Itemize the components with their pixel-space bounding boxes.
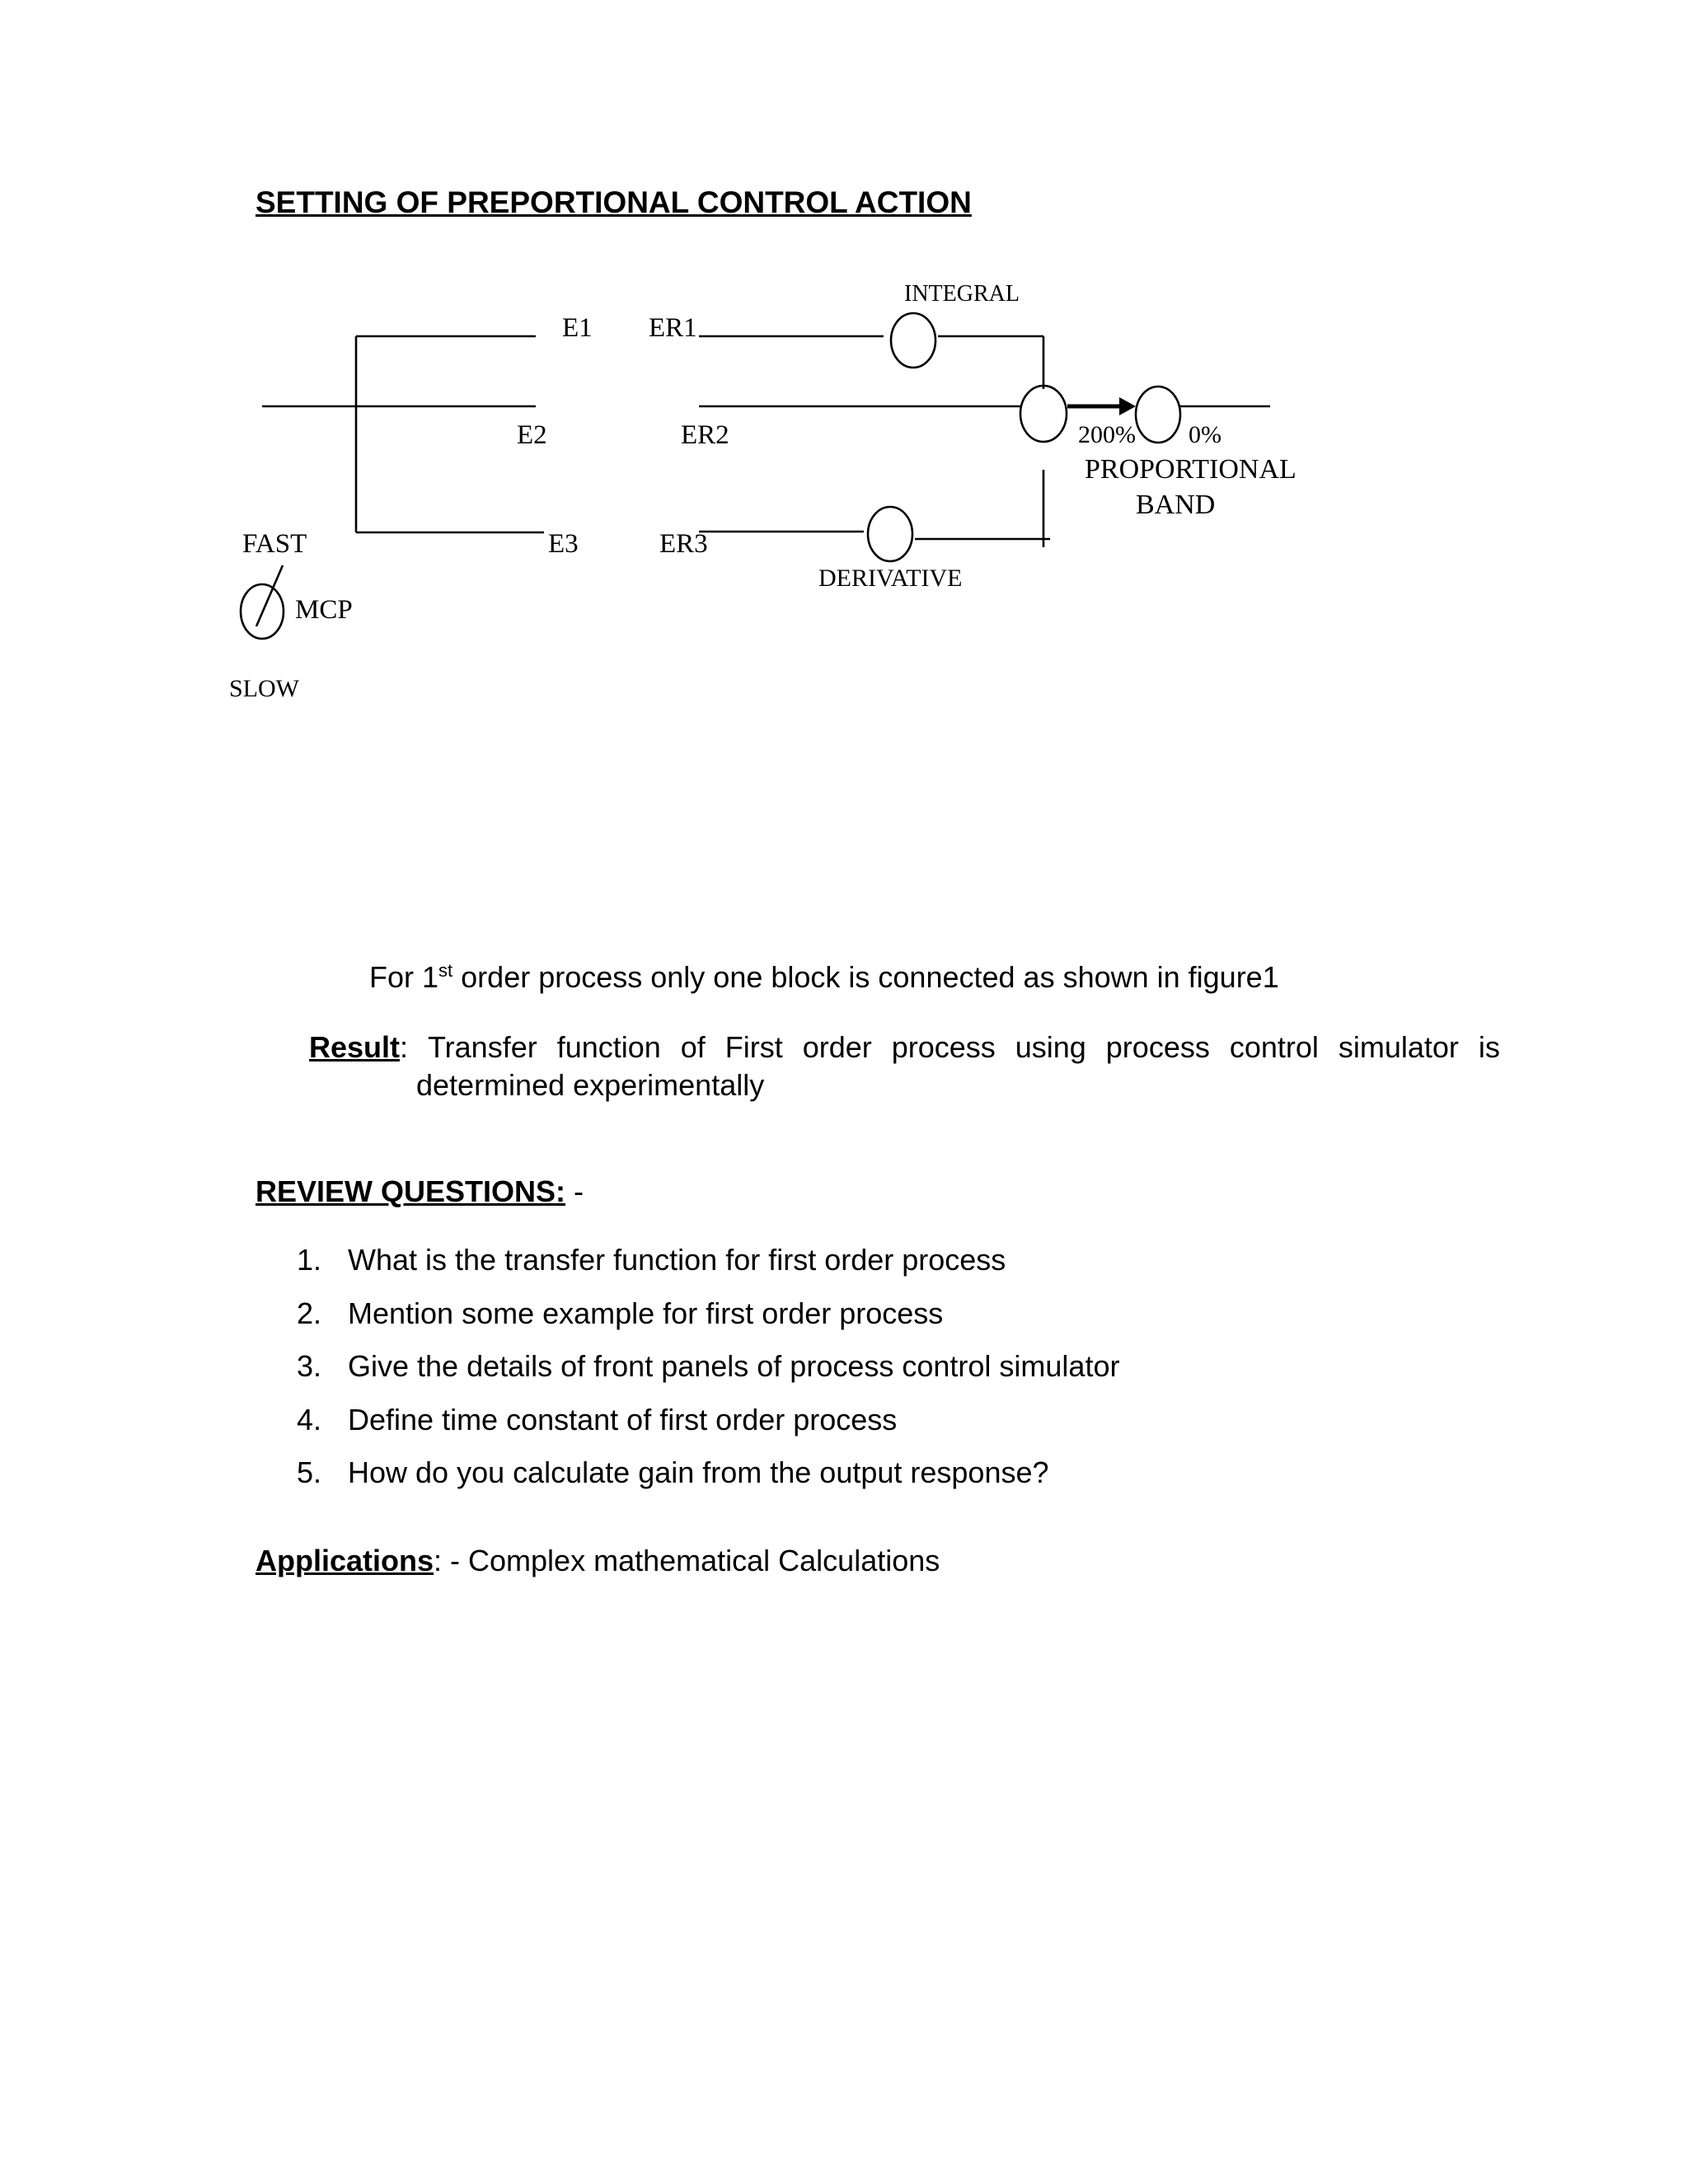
question-number: 3. <box>297 1349 322 1383</box>
label-pb-max: 200% <box>1078 421 1136 448</box>
label-pb-min: 0% <box>1189 421 1221 448</box>
result-word: process <box>891 1030 996 1064</box>
label-derivative: DERIVATIVE <box>818 565 963 592</box>
arrow-head <box>1119 397 1136 415</box>
applications-line <box>256 1544 940 1578</box>
result-word: function <box>556 1030 661 1064</box>
result-line-2: determined experimentally <box>416 1068 765 1102</box>
proportional-band-knob <box>1136 387 1180 443</box>
label-er2: ER2 <box>681 420 729 450</box>
review-heading: REVIEW QUESTIONS: <box>256 1174 566 1208</box>
label-fast: FAST <box>242 529 307 559</box>
question-text: Define time constant of first order process <box>348 1402 898 1436</box>
page-heading: SETTING OF PREPORTIONAL CONTROL ACTION <box>256 185 972 219</box>
label-mcp: MCP <box>295 595 353 625</box>
question-text: Give the details of front panels of process control simulator <box>348 1349 1120 1383</box>
question-text: Mention some example for first order process <box>348 1296 944 1330</box>
result-word: is <box>1478 1030 1500 1064</box>
label-band: BAND <box>1136 490 1216 520</box>
result-line-1 <box>309 1030 1500 1065</box>
note-superscript: st <box>438 960 453 981</box>
list-item <box>297 1349 1119 1403</box>
label-er1: ER1 <box>649 313 697 343</box>
list-item <box>297 1296 1119 1350</box>
list-item <box>297 1243 1119 1296</box>
question-text: What is the transfer function for first order process <box>348 1243 1006 1277</box>
label-proportional: PROPORTIONAL <box>1085 454 1296 485</box>
review-dash: - <box>565 1174 584 1208</box>
label-e1: E1 <box>562 313 593 343</box>
question-text: How do you calculate gain from the output response? <box>348 1455 1049 1489</box>
derivative-knob <box>868 507 912 561</box>
summing-knob <box>1020 386 1067 442</box>
question-number: 2. <box>297 1296 322 1330</box>
result-word: order <box>802 1030 872 1064</box>
list-item <box>297 1403 1119 1456</box>
question-number: 5. <box>297 1455 322 1489</box>
applications-label: Applications <box>256 1544 434 1577</box>
result-label: Result <box>309 1030 401 1064</box>
control-action-diagram <box>0 0 1688 742</box>
label-slow: SLOW <box>229 675 299 702</box>
integral-knob <box>891 313 935 368</box>
result-block <box>309 1030 1500 1103</box>
result-label-group <box>309 1030 408 1065</box>
label-e2: E2 <box>517 420 547 450</box>
question-number: 1. <box>297 1243 322 1277</box>
label-e3: E3 <box>548 529 579 559</box>
result-word: Transfer <box>428 1030 537 1064</box>
list-item <box>297 1455 1119 1509</box>
review-questions-list <box>297 1243 1119 1509</box>
question-number: 4. <box>297 1402 322 1436</box>
result-word: process <box>1105 1030 1210 1064</box>
result-word: of <box>680 1030 706 1064</box>
note-suffix: order process only one block is connected as shown in figure1 <box>452 960 1279 994</box>
result-word: First <box>724 1030 783 1064</box>
note-prefix: For 1 <box>369 960 439 994</box>
result-colon: : <box>400 1030 409 1064</box>
applications-text: : - Complex mathematical Calculations <box>434 1544 940 1577</box>
result-word: using <box>1015 1030 1086 1064</box>
review-section-heading <box>256 1174 584 1209</box>
result-word: simulator <box>1338 1030 1459 1064</box>
label-integral: INTEGRAL <box>904 281 1020 307</box>
label-er3: ER3 <box>659 529 708 559</box>
result-word: control <box>1229 1030 1319 1064</box>
first-order-note <box>369 960 1279 995</box>
